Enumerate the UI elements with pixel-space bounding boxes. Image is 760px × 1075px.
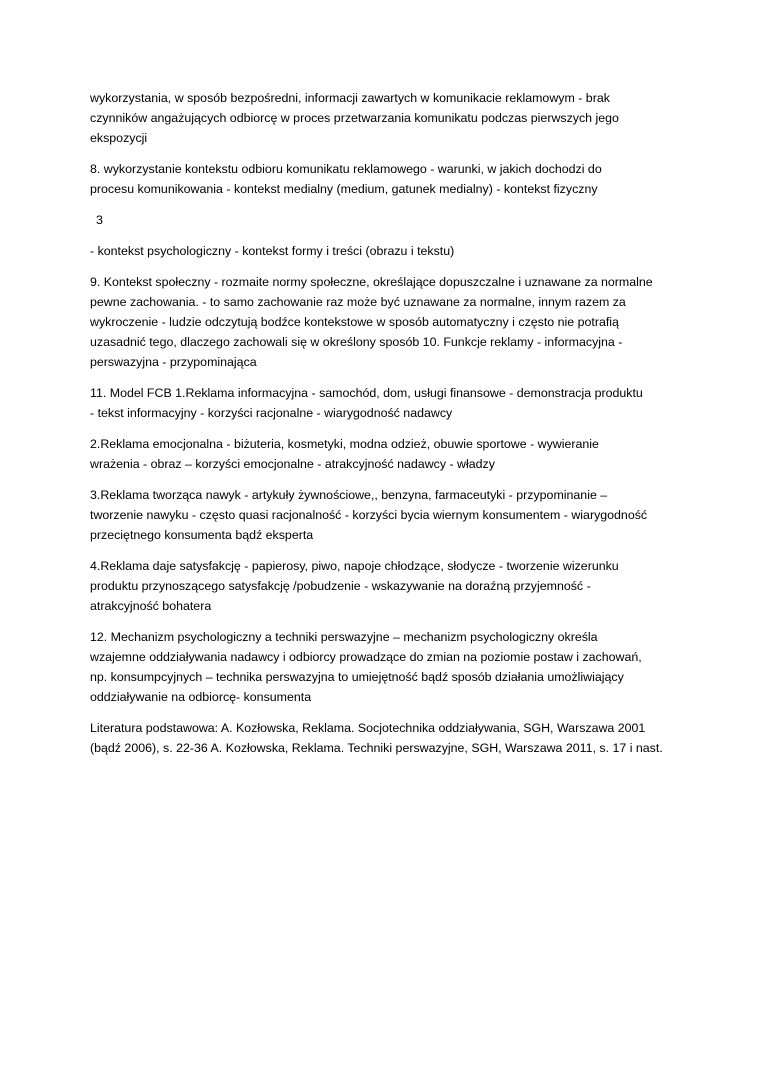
text-line: 8. wykorzystanie kontekstu odbioru komunikatu reklamowego - warunki, w jakich dochodzi do <box>90 162 602 176</box>
paragraph-literature <box>90 718 690 758</box>
paragraph-context-continued <box>90 241 690 261</box>
text-line: 12. Mechanizm psychologiczny a techniki perswazyjne – mechanizm psychologiczny określa <box>90 630 598 644</box>
text-line: oddziaływanie na odbiorcę- konsumenta <box>90 690 312 704</box>
text-line: 9. Kontekst społeczny - rozmaite normy społeczne, określające dopuszczalne i uznawane za normalne <box>90 275 653 289</box>
text-line: 2.Reklama emocjonalna - biżuteria, kosmetyki, modna odzież, obuwie sportowe - wywieranie <box>90 437 599 451</box>
text-line: 11. Model FCB 1.Reklama informacyjna - samochód, dom, usługi finansowe - demonstracja produktu <box>90 386 643 400</box>
text-line: wzajemne oddziaływania nadawcy i odbiorcy prowadzące do zmian na poziomie postaw i zachowań, <box>90 650 642 664</box>
page-number: 3 <box>96 213 103 227</box>
paragraph-12-mechanism <box>90 627 690 707</box>
text-line: perswazyjna - przypominająca <box>90 355 257 369</box>
text-line: pewne zachowania. - to samo zachowanie raz może być uznawane za normalne, innym razem za <box>90 295 626 309</box>
text-line: ekspozycji <box>90 131 148 145</box>
paragraph-11-fcb-model <box>90 383 690 423</box>
text-line: wykroczenie - ludzie odczytują bodźce kontekstowe w sposób automatyczny i często nie potrafią <box>90 315 619 329</box>
text-line: 4.Reklama daje satysfakcję - papierosy, piwo, napoje chłodzące, słodycze - tworzenie wizerunku <box>90 559 619 573</box>
paragraph-habit-ad <box>90 485 690 545</box>
text-line: - kontekst psychologiczny - kontekst formy i treści (obrazu i tekstu) <box>90 244 455 258</box>
text-line: (bądź 2006), s. 22-36 A. Kozłowska, Reklama. Techniki perswazyjne, SGH, Warszawa 2011, s. 17 i nast. <box>90 741 663 755</box>
text-line: wrażenia - obraz – korzyści emocjonalne - atrakcyjność nadawcy - władzy <box>90 457 495 471</box>
paragraph-emotional-ad <box>90 434 690 474</box>
text-line: Literatura podstawowa: A. Kozłowska, Reklama. Socjotechnika oddziaływania, SGH, Warszawa 2001 <box>90 721 646 735</box>
document-page <box>90 88 690 769</box>
text-line: np. konsumpcyjnych – technika perswazyjna to umiejętność bądź sposób działania umożliwiający <box>90 670 624 684</box>
text-line: produktu przynoszącego satysfakcję /pobudzenie - wskazywanie na doraźną przyjemność - <box>90 579 591 593</box>
text-line: procesu komunikowania - kontekst medialny (medium, gatunek medialny) - kontekst fizyczny <box>90 182 598 196</box>
text-line: atrakcyjność bohatera <box>90 599 212 613</box>
text-line: wykorzystania, w sposób bezpośredni, informacji zawartych w komunikacie reklamowym - brak <box>90 91 610 105</box>
text-line: 3.Reklama tworząca nawyk - artykuły żywnościowe,, benzyna, farmaceutyki - przypominanie – <box>90 488 608 502</box>
text-line: tworzenie nawyku - często quasi racjonalność - korzyści bycia wiernym konsumentem - wiarygodność <box>90 508 648 522</box>
text-line: przeciętnego konsumenta bądź eksperta <box>90 528 314 542</box>
text-line: czynników angażujących odbiorcę w proces przetwarzania komunikatu podczas pierwszych jego <box>90 111 619 125</box>
paragraph-satisfaction-ad <box>90 556 690 616</box>
paragraph-9-social-context <box>90 272 690 372</box>
paragraph-exposure <box>90 88 690 148</box>
paragraph-8-context <box>90 159 690 199</box>
text-line: - tekst informacyjny - korzyści racjonalne - wiarygodność nadawcy <box>90 406 453 420</box>
text-line: uzasadnić tego, dlaczego zachowali się w określony sposób 10. Funkcje reklamy - informacyjna - <box>90 335 623 349</box>
